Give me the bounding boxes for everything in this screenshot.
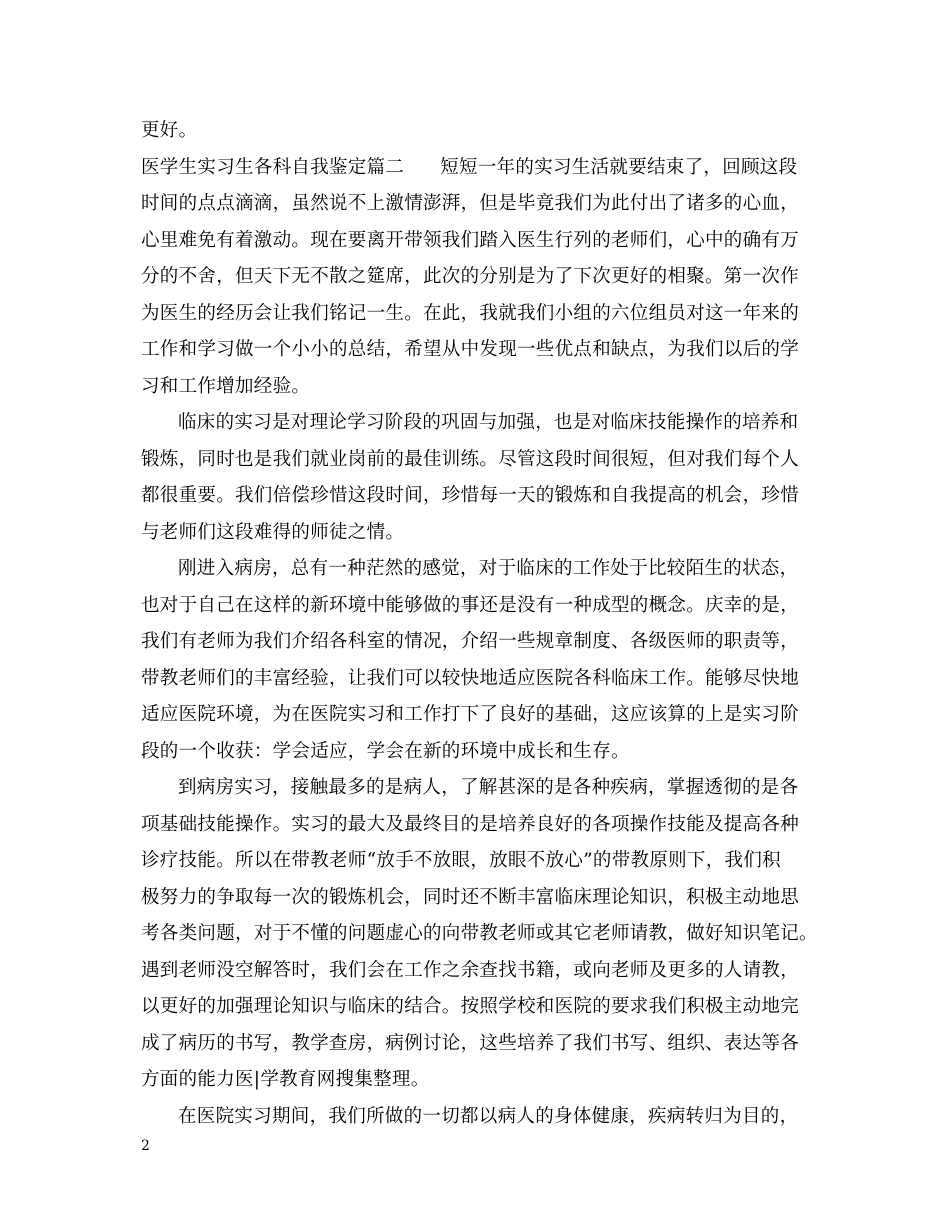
text-line: 带教老师们的丰富经验，让我们可以较快地适应医院各科临床工作。能够尽快地	[141, 667, 800, 689]
text-line: 以更好的加强理论知识与临床的结合。按照学校和医院的要求我们积极主动地完	[141, 996, 800, 1017]
text-line: 习和工作增加经验。	[141, 375, 311, 397]
text-line: 更好。	[141, 120, 198, 141]
text-line: 也对于自己在这样的新环境中能够做的事还是没有一种成型的概念。庆幸的是，	[141, 594, 800, 616]
paragraph-first-line: 临床的实习是对理论学习阶段的巩固与加强，也是对临床技能操作的培养和	[178, 412, 799, 433]
text-line: 成了病历的书写，教学查房，病例讨论，这些培养了我们书写、组织、表达等各	[141, 1032, 800, 1054]
text-line: 项基础技能操作。实习的最大及最终目的是培养良好的各项操作技能及提高各种	[141, 813, 800, 835]
text-line: 时间的点点滴滴，虽然说不上激情澎湃，但是毕竟我们为此付出了诸多的心血，	[141, 193, 800, 214]
page-number: 2	[141, 1138, 150, 1154]
text-line: 为医生的经历会让我们铭记一生。在此，我就我们小组的六位组员对这一年来的	[141, 302, 800, 324]
text-line: 诊疗技能。所以在带教老师“放手不放眼，放眼不放心”的带教原则下，我们积	[141, 850, 781, 871]
text-line: 都很重要。我们倍偿珍惜这段时间，珍惜每一天的锻炼和自我提高的机会，珍惜	[141, 485, 800, 506]
text-line: 方面的能力医|学教育网搜集整理。	[141, 1069, 430, 1090]
paragraph-first-line: 在医院实习期间，我们所做的一切都以病人的身体健康，疾病转归为目的，	[178, 1105, 799, 1127]
text-line: 心里难免有着激动。现在要离开带领我们踏入医生行列的老师们，心中的确有万	[141, 229, 800, 251]
section-title: 医学生实习生各科自我鉴定篇二	[141, 156, 405, 178]
paragraph-first-line: 到病房实习，接触最多的是病人，了解甚深的是各种疾病，掌握透彻的是各	[178, 777, 799, 798]
text-line: 工作和学习做一个小小的总结，希望从中发现一些优点和缺点，为我们以后的学	[141, 339, 800, 360]
text-line: 我们有老师为我们介绍各科室的情况，介绍一些规章制度、各级医师的职责等，	[141, 631, 800, 652]
text-line: 考各类问题，对于不懂的问题虚心的向带教老师或其它老师请教，做好知识笔记。	[141, 923, 818, 944]
text-line: 段的一个收获：学会适应，学会在新的环境中成长和生存。	[141, 740, 630, 762]
text-line: 分的不舍，但天下无不散之筵席，此次的分别是为了下次更好的相聚。第一次作	[141, 266, 800, 287]
paragraph-first-line: 刚进入病房，总有一种茫然的感觉，对于临床的工作处于比较陌生的状态，	[178, 558, 799, 579]
text-line: 极努力的争取每一次的锻炼机会，同时还不断丰富临床理论知识，积极主动地思	[141, 886, 800, 908]
heading-line-text: 短短一年的实习生活就要结束了，回顾这段	[440, 156, 798, 178]
text-line: 适应医院环境，为在医院实习和工作打下了良好的基础，这应该算的上是实习阶	[141, 704, 800, 725]
text-line: 锻炼，同时也是我们就业岗前的最佳训练。尽管这段时间很短，但对我们每个人	[141, 448, 800, 470]
text-line: 与老师们这段难得的师徒之情。	[141, 521, 405, 543]
body-text	[141, 113, 821, 1135]
heading-line	[141, 150, 821, 187]
text-line: 遇到老师没空解答时，我们会在工作之余查找书籍，或向老师及更多的人请教，	[141, 959, 800, 981]
